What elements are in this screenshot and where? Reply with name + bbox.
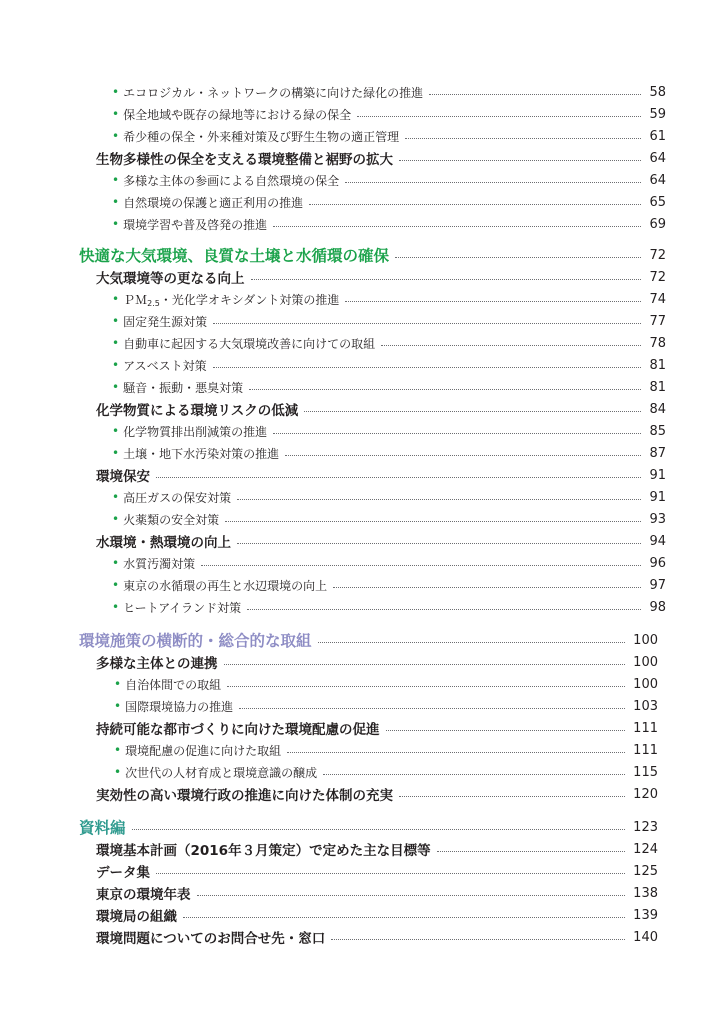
dot-leader [309,204,641,205]
dot-leader [237,543,641,544]
toc-entry-sec[interactable] [0,266,724,288]
toc-entry-sub[interactable] [0,420,724,442]
dot-leader [156,477,641,478]
page-number: 85 [649,423,666,439]
toc-entry-title: 固定発生源対策 [123,314,208,329]
toc-entry-title: 持続可能な都市づくりに向けた環境配慮の促進 [96,722,380,738]
dot-leader [239,708,625,709]
toc-entry-sub[interactable] [0,552,724,574]
toc-entry-title: アスベスト対策 [123,358,207,373]
dot-leader [201,565,641,566]
dot-leader [273,226,641,227]
dot-leader [429,94,641,95]
dot-leader [285,455,641,456]
toc-entry-chap[interactable] [0,244,724,266]
dot-leader [225,521,641,522]
dot-leader [381,345,641,346]
toc-entry-sub[interactable] [0,596,724,618]
bullet-icon: • [112,556,120,570]
bullet-icon: • [112,380,120,394]
dot-leader [156,873,625,874]
dot-leader [333,587,641,588]
bullet-icon: • [114,743,122,757]
dot-leader [237,499,641,500]
toc-entry-sub[interactable] [0,191,724,213]
page-number: 111 [633,742,658,758]
toc-entry-title: 保全地域や既存の緑地等における緑の保全 [123,107,352,122]
toc-entry-sec[interactable] [0,530,724,552]
dot-leader [323,774,625,775]
dot-leader [437,851,626,852]
toc-entry-title: 自動車に起因する大気環境改善に向けての取組 [123,336,376,351]
toc-entry-title: 多様な主体の参画による自然環境の保全 [123,173,340,188]
page-number: 72 [649,269,666,285]
bullet-icon: • [112,129,120,143]
toc-entry-title: 実効性の高い環境行政の推進に向けた体制の充実 [96,788,393,804]
toc-entry-sub[interactable] [0,213,724,235]
page-number: 111 [633,720,658,736]
toc-entry-title: 自然環境の保護と適正利用の推進 [123,195,304,210]
dot-leader [395,257,641,258]
dot-leader [287,752,625,753]
toc-entry-sec[interactable] [0,651,724,673]
toc-entry-title: 多様な主体との連携 [96,656,218,672]
bullet-icon: • [114,765,122,779]
bullet-icon: • [112,358,120,372]
toc-entry-sec[interactable] [0,860,724,882]
bullet-icon: • [112,173,120,187]
bullet-icon: • [112,314,120,328]
toc-entry-title: 水質汚濁対策 [123,556,196,571]
toc-entry-sub[interactable] [0,310,724,332]
toc-entry-title: 環境保安 [96,469,150,485]
page-number: 100 [633,632,658,648]
toc-entry-sub[interactable] [0,354,724,376]
toc-entry-title: 生物多様性の保全を支える環境整備と裾野の拡大 [96,152,393,168]
toc-entry-sub[interactable] [0,125,724,147]
toc-entry-title: 火薬類の安全対策 [123,512,220,527]
toc-entry-title: 高圧ガスの保安対策 [123,490,232,505]
toc-entry-sec[interactable] [0,147,724,169]
page-number: 84 [649,401,666,417]
page-number: 125 [633,863,658,879]
toc-entry-sub[interactable] [0,486,724,508]
bullet-icon: • [112,512,120,526]
toc-entry-title: 希少種の保全・外来種対策及び野生生物の適正管理 [123,129,400,144]
dot-leader [357,116,641,117]
label-subscript: 2.5 [147,298,160,308]
dot-leader [213,367,642,368]
page-number: 58 [649,84,666,100]
bullet-icon: • [112,600,120,614]
dot-leader [183,917,625,918]
toc-entry-title: 環境学習や普及啓発の推進 [123,217,268,232]
page-number: 140 [633,929,658,945]
page-number: 124 [633,841,658,857]
toc-entry-title: 資料編 [79,819,126,837]
dot-leader [273,433,641,434]
bullet-icon: • [112,424,120,438]
page-number: 77 [649,313,666,329]
page-number: 59 [649,106,666,122]
page-number: 103 [633,698,658,714]
toc-entry-title: 騒音・振動・悪臭対策 [123,380,244,395]
dot-leader [345,182,641,183]
page-number: 139 [633,907,658,923]
bullet-icon: • [114,699,122,713]
dot-leader [224,664,626,665]
toc-entry-sec[interactable] [0,464,724,486]
page-number: 81 [649,357,666,373]
page-number: 78 [649,335,666,351]
toc-entry-sec[interactable] [0,783,724,805]
dot-leader [132,829,626,830]
toc-entry-title: ヒートアイランド対策 [123,600,242,615]
toc-entry-title: 次世代の人材育成と環境意識の醸成 [125,765,318,780]
dot-leader [386,730,626,731]
toc-entry-sub[interactable] [0,695,724,717]
page-number: 97 [649,577,666,593]
page-number: 74 [649,291,666,307]
toc-entry-title: データ集 [96,865,150,881]
toc-entry-sub[interactable] [0,169,724,191]
dot-leader [399,796,625,797]
dot-leader [399,160,641,161]
toc-entry-sec[interactable] [0,904,724,926]
toc-entry-sec[interactable] [0,398,724,420]
page-number: 87 [649,445,666,461]
page-number: 96 [649,555,666,571]
toc-entry-sub[interactable] [0,739,724,761]
page-number: 61 [649,128,666,144]
toc-entry-title: 環境基本計画（2016年３月策定）で定めた主な目標等 [96,843,431,859]
page-number: 138 [633,885,658,901]
toc-entry-title: 化学物質による環境リスクの低減 [96,403,299,419]
toc-entry-sec[interactable] [0,926,724,948]
toc-entry-sub[interactable] [0,376,724,398]
dot-leader [213,323,641,324]
dot-leader [227,686,625,687]
bullet-icon: • [112,490,120,504]
page-number: 120 [633,786,658,802]
page-number: 115 [633,764,658,780]
page-number: 100 [633,676,658,692]
toc-entry-title: 環境問題についてのお問合せ先・窓口 [96,931,326,947]
toc-entry-title: 自治体間での取組 [125,677,222,692]
label-text: ＰＭ [123,292,148,307]
toc-entry-title: 快適な大気環境、良質な土壌と水循環の確保 [79,247,390,265]
page-number: 69 [649,216,666,232]
dot-leader [247,609,641,610]
toc-entry-sub[interactable] [0,673,724,695]
dot-leader [331,939,625,940]
toc-entry-sec[interactable] [0,838,724,860]
toc-entry-sub[interactable] [0,103,724,125]
toc-entry-sub[interactable] [0,442,724,464]
toc-entry-sub[interactable] [0,288,724,310]
toc-entry-sub[interactable] [0,761,724,783]
toc-entry-title [123,291,339,308]
bullet-icon: • [112,217,120,231]
toc-entry-title: 環境局の組織 [96,909,177,925]
page-number: 72 [649,247,666,263]
bullet-icon: • [112,336,120,350]
dot-leader [197,895,626,896]
page-number: 64 [649,150,666,166]
toc-entry-sub[interactable] [0,332,724,354]
page-number: 93 [649,511,666,527]
page-number: 81 [649,379,666,395]
bullet-icon: • [112,195,120,209]
dot-leader [405,138,641,139]
toc-entry-title: 化学物質排出削減策の推進 [123,424,268,439]
page-number: 123 [633,819,658,835]
toc-entry-sub[interactable] [0,574,724,596]
page-number: 98 [649,599,666,615]
toc-entry-title: 土壌・地下水汚染対策の推進 [123,446,280,461]
bullet-icon: • [114,677,122,691]
toc-entry-title: エコロジカル・ネットワークの構築に向けた緑化の推進 [123,85,424,100]
toc-entry-title: 水環境・熱環境の向上 [96,535,231,551]
bullet-icon: • [112,107,120,121]
toc-entry-title: 環境配慮の促進に向けた取組 [125,743,282,758]
dot-leader [304,411,641,412]
page-number: 91 [649,467,666,483]
toc-entry-sec[interactable] [0,882,724,904]
page-number: 100 [633,654,658,670]
dot-leader [345,301,641,302]
dot-leader [249,389,641,390]
toc-entry-title: 大気環境等の更なる向上 [96,271,245,287]
page-number: 91 [649,489,666,505]
toc-entry-sec[interactable] [0,717,724,739]
bullet-icon: • [112,446,120,460]
toc-entry-title: 国際環境協力の推進 [125,699,234,714]
toc-entry-title: 東京の環境年表 [96,887,191,903]
page-number: 65 [649,194,666,210]
toc-entry-chap[interactable] [0,816,724,838]
page-number: 94 [649,533,666,549]
label-text: ・光化学オキシダント対策の推進 [159,292,340,307]
page-number: 64 [649,172,666,188]
bullet-icon: • [112,85,120,99]
toc-entry-title: 東京の水循環の再生と水辺環境の向上 [123,578,328,593]
toc-entry-chap[interactable] [0,629,724,651]
dot-leader [318,642,626,643]
dot-leader [251,279,642,280]
toc-entry-title: 環境施策の横断的・総合的な取組 [79,632,312,650]
toc-entry-sub[interactable] [0,508,724,530]
toc-entry-sub[interactable] [0,81,724,103]
bullet-icon: • [112,578,120,592]
bullet-icon: • [112,292,120,306]
